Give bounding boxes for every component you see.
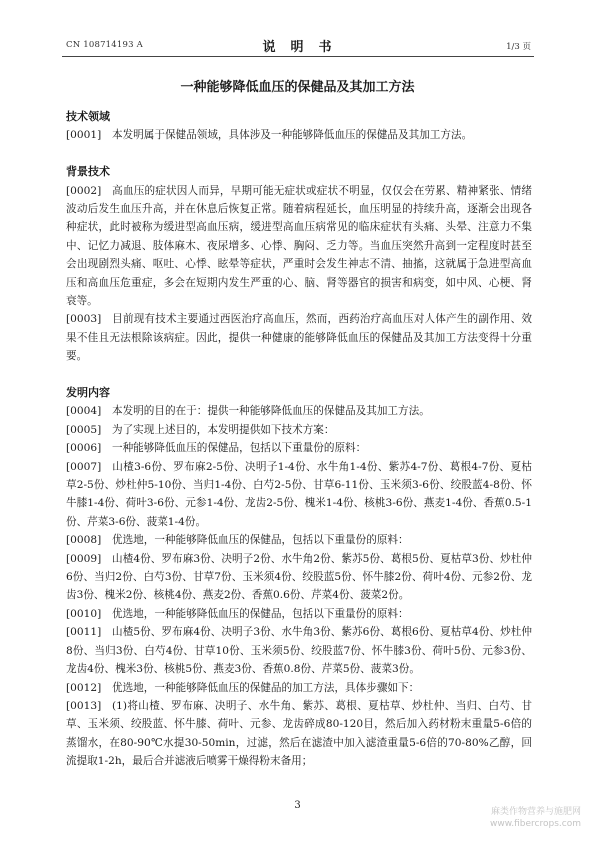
paragraph-number: [0003] <box>66 313 102 326</box>
paragraph-text: 山楂3-6份、罗布麻2-5份、决明子1-4份、水牛角1-4份、紫苏4-7份、葛根4-7份、夏枯草2-5份、炒杜仲5-10份、当归1-4份、白芍2-5份、甘草6-11份、玉米须3-6份、绞股蓝4-8份、怀牛膝1-4份、荷叶3-6份、元参1-4份、龙齿2-5份、槐米1-4份、核桃3-6份、燕麦1-4份、香蕉0.5-1份、芹菜3-6份、菠菜1-4份。 <box>66 460 532 528</box>
section-heading: 背景技术 <box>66 165 110 179</box>
paragraph <box>66 697 532 771</box>
paragraph-text: 本发明属于保健品领域，具体涉及一种能够降低血压的保健品及其加工方法。 <box>112 129 473 142</box>
paragraph-text: 山楂4份、罗布麻3份、决明子2份、水牛角2份、紫苏5份、葛根5份、夏枯草3份、炒杜仲6份、当归2份、白芍3份、甘草7份、玉米须4份、绞股蓝5份、怀牛膝2份、荷叶4份、元参2份、龙齿3份、槐米2份、核桃4份、燕麦2份、香蕉0.6份、芹菜4份、菠菜2份。 <box>66 552 532 602</box>
paragraph-text: 优选地，一种能够降低血压的保健品，包括以下重量份的原料： <box>112 534 409 547</box>
paragraph-text: (1)将山楂、罗布麻、决明子、水牛角、紫苏、葛根、夏枯草、炒杜仲、当归、白芍、甘草、玉米须、绞股蓝、怀牛膝、荷叶、元参、龙齿碎成80-120目，然后加入药材粉末重量5-6倍的蒸馏水，在80-90℃水提30-50min，过滤，然后在滤渣中加入滤渣重量5-6倍的70-80%乙醇，回流提取1-2h，最后合并滤液后喷雾干燥得粉末备用； <box>66 699 532 768</box>
document-body <box>66 108 532 771</box>
paragraph-number: [0008] <box>66 534 102 547</box>
paragraph-text: 为了实现上述目的，本发明提供如下技术方案： <box>112 423 335 436</box>
paragraph <box>66 550 532 605</box>
paragraph-number: [0001] <box>66 129 102 142</box>
paragraph-number: [0012] <box>66 681 102 694</box>
page-number: 3 <box>294 800 301 811</box>
document-type-header: 说 明 书 <box>262 40 333 55</box>
paragraph <box>66 623 532 678</box>
paragraph-number: [0007] <box>66 460 102 473</box>
paragraph <box>66 605 532 623</box>
document-title: 一种能够降低血压的保健品及其加工方法 <box>180 80 415 95</box>
paragraph <box>66 126 532 144</box>
watermark-site-name: 麻类作物营养与施肥网 <box>490 807 581 817</box>
header-divider <box>62 56 534 57</box>
section-heading: 发明内容 <box>66 386 110 400</box>
paragraph-text: 山楂5份、罗布麻4份、决明子3份、水牛角3份、紫苏6份、葛根6份、夏枯草4份、炒杜仲8份、当归3份、白芍4份、甘草10份、玉米须5份、绞股蓝7份、怀牛膝3份、荷叶5份、元参3份、龙齿4份、槐米3份、核桃5份、燕麦3份、香蕉0.8份、芹菜5份、菠菜3份。 <box>66 626 532 676</box>
paragraph-number: [0011] <box>66 626 102 639</box>
paragraph-text: 优选地，一种能够降低血压的保健品，包括以下重量份的原料： <box>112 607 409 620</box>
paragraph-text: 目前现有技术主要通过西医治疗高血压，然而，西药治疗高血压对人体产生的副作用、效果不佳且无法根除该病症。因此，提供一种健康的能够降低血压的保健品及其加工方法变得十分重要。 <box>66 313 532 363</box>
section-heading: 技术领域 <box>66 110 110 123</box>
paragraph-number: [0005] <box>66 423 102 436</box>
paragraph-number: [0010] <box>66 607 102 620</box>
paragraph-text: 高血压的症状因人而异，早期可能无症状或症状不明显，仅仅会在劳累、精神紧张、情绪波动后发生血压升高，并在休息后恢复正常。随着病程延长，血压明显的持续升高，逐渐会出现各种症状，此时被称为缓进型高血压病，缓进型高血压病常见的临床症状有头痛、头晕、注意力不集中、记忆力减退、肢体麻木、夜尿增多、心悸、胸闷、乏力等。当血压突然升高到一定程度时甚至会出现剧烈头痛、呕吐、心悸、眩晕等症状，严重时会发生神志不清、抽搐，这就属于急进型高血压和高血压危重症，多会在短期内发生严重的心、脑、肾等器官的损害和病变，如中风、心梗、肾衰等。 <box>66 184 532 308</box>
paragraph-text: 优选地，一种能够降低血压的保健品的加工方法，具体步骤如下： <box>112 681 420 694</box>
paragraph <box>66 458 532 532</box>
paragraph <box>66 439 532 457</box>
paragraph-text: 本发明的目的在于：提供一种能够降低血压的保健品及其加工方法。 <box>112 405 430 418</box>
paragraph-number: [0004] <box>66 405 102 418</box>
paragraph-number: [0006] <box>66 442 102 455</box>
watermark <box>490 806 581 830</box>
paragraph <box>66 531 532 549</box>
paragraph-text: 一种能够降低血压的保健品，包括以下重量份的原料： <box>112 442 367 455</box>
paragraph-number: [0002] <box>66 184 102 197</box>
paragraph <box>66 421 532 439</box>
paragraph <box>66 182 532 311</box>
paragraph-number: [0013] <box>66 699 102 712</box>
paragraph <box>66 402 532 420</box>
paragraph-number: [0009] <box>66 552 102 565</box>
page-indicator: 1/3 页 <box>506 42 531 52</box>
paragraph <box>66 310 532 365</box>
paragraph <box>66 679 532 697</box>
watermark-url: www.fibercrops.com <box>490 819 581 829</box>
patent-number: CN 108714193 A <box>66 40 143 50</box>
